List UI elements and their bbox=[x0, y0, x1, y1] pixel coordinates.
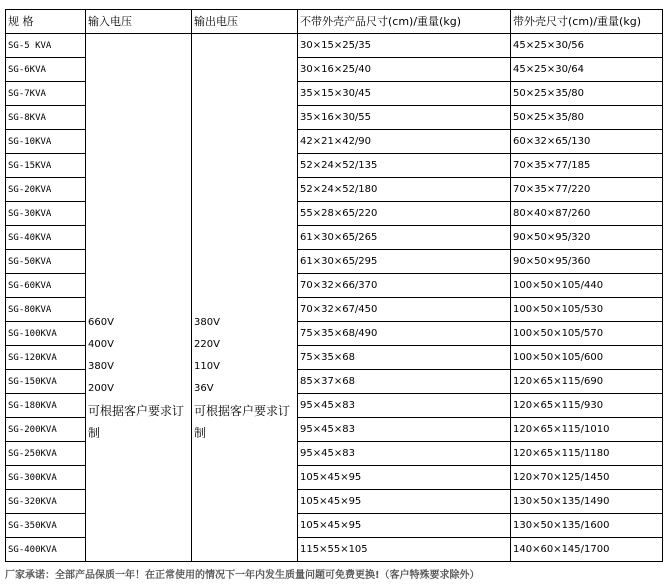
size-with-case-cell: 120×65×115/1010 bbox=[511, 418, 663, 442]
input-voltage-value: 400V bbox=[88, 338, 114, 350]
model-cell: SG-20KVA bbox=[6, 178, 86, 202]
model-cell: SG-120KVA bbox=[6, 346, 86, 370]
model-cell: SG-30KVA bbox=[6, 202, 86, 226]
size-with-case-cell: 120×70×125/1450 bbox=[511, 466, 663, 490]
size-no-case-cell: 75×35×68/490 bbox=[298, 322, 511, 346]
size-with-case-cell: 140×60×145/1700 bbox=[511, 538, 663, 562]
input-voltage-value: 380V bbox=[88, 360, 114, 372]
model-cell: SG-400KVA bbox=[6, 538, 86, 562]
model-cell: SG-350KVA bbox=[6, 514, 86, 538]
size-no-case-cell: 105×45×95 bbox=[298, 490, 511, 514]
output-voltage-value: 36V bbox=[194, 382, 214, 394]
size-with-case-cell: 70×35×77/220 bbox=[511, 178, 663, 202]
size-with-case-cell: 100×50×105/530 bbox=[511, 298, 663, 322]
size-with-case-cell: 90×50×95/320 bbox=[511, 226, 663, 250]
size-no-case-cell: 105×45×95 bbox=[298, 466, 511, 490]
size-with-case-cell: 45×25×30/64 bbox=[511, 58, 663, 82]
input-voltage-value: 660V bbox=[88, 316, 114, 328]
size-no-case-cell: 52×24×52/135 bbox=[298, 154, 511, 178]
size-with-case-cell: 120×65×115/1180 bbox=[511, 442, 663, 466]
size-no-case-cell: 61×30×65/265 bbox=[298, 226, 511, 250]
model-cell: SG-150KVA bbox=[6, 370, 86, 394]
size-no-case-cell: 42×21×42/90 bbox=[298, 130, 511, 154]
size-no-case-cell: 70×32×67/450 bbox=[298, 298, 511, 322]
model-cell: SG-320KVA bbox=[6, 490, 86, 514]
model-cell: SG-10KVA bbox=[6, 130, 86, 154]
input-voltage-cell bbox=[86, 34, 192, 562]
size-with-case-cell: 130×50×135/1600 bbox=[511, 514, 663, 538]
model-cell: SG-40KVA bbox=[6, 226, 86, 250]
size-with-case-cell: 60×32×65/130 bbox=[511, 130, 663, 154]
model-cell: SG-200KVA bbox=[6, 418, 86, 442]
spec-table-body bbox=[6, 34, 663, 562]
model-cell: SG-250KVA bbox=[6, 442, 86, 466]
header-spec: 规 格 bbox=[6, 10, 86, 34]
size-with-case-cell: 100×50×105/600 bbox=[511, 346, 663, 370]
output-voltage-cell bbox=[192, 34, 298, 562]
size-no-case-cell: 55×28×65/220 bbox=[298, 202, 511, 226]
header-size-with-case: 带外壳尺寸(cm)/重量(kg) bbox=[511, 10, 663, 34]
size-with-case-cell: 120×65×115/690 bbox=[511, 370, 663, 394]
size-no-case-cell: 61×30×65/295 bbox=[298, 250, 511, 274]
size-with-case-cell: 100×50×105/440 bbox=[511, 274, 663, 298]
header-input-voltage: 输入电压 bbox=[86, 10, 192, 34]
model-cell: SG-8KVA bbox=[6, 106, 86, 130]
size-no-case-cell: 30×16×25/40 bbox=[298, 58, 511, 82]
size-no-case-cell: 35×16×30/55 bbox=[298, 106, 511, 130]
size-no-case-cell: 30×15×25/35 bbox=[298, 34, 511, 58]
warranty-footer: 厂家承诺：全部产品保质一年！在正常使用的情况下一年内发生质量问题可免费更换!（客户特殊要求除外） bbox=[5, 570, 480, 581]
input-voltage-value: 200V bbox=[88, 382, 114, 394]
size-no-case-cell: 115×55×105 bbox=[298, 538, 511, 562]
size-with-case-cell: 120×65×115/930 bbox=[511, 394, 663, 418]
output-voltage-value: 220V bbox=[194, 338, 220, 350]
size-no-case-cell: 95×45×83 bbox=[298, 394, 511, 418]
input-voltage-note: 可根据客户要求订制 bbox=[88, 403, 185, 440]
model-cell: SG-300KVA bbox=[6, 466, 86, 490]
model-cell: SG-6KVA bbox=[6, 58, 86, 82]
size-no-case-cell: 85×37×68 bbox=[298, 370, 511, 394]
model-cell: SG-7KVA bbox=[6, 82, 86, 106]
size-with-case-cell: 90×50×95/360 bbox=[511, 250, 663, 274]
output-voltage-value: 380V bbox=[194, 316, 220, 328]
model-cell: SG-15KVA bbox=[6, 154, 86, 178]
header-row bbox=[6, 10, 663, 34]
output-voltage-note: 可根据客户要求订制 bbox=[194, 403, 291, 440]
header-size-no-case: 不带外壳产品尺寸(cm)/重量(kg) bbox=[298, 10, 511, 34]
size-with-case-cell: 100×50×105/570 bbox=[511, 322, 663, 346]
size-with-case-cell: 45×25×30/56 bbox=[511, 34, 663, 58]
model-cell: SG-5 KVA bbox=[6, 34, 86, 58]
model-cell: SG-60KVA bbox=[6, 274, 86, 298]
model-cell: SG-80KVA bbox=[6, 298, 86, 322]
header-output-voltage: 输出电压 bbox=[192, 10, 298, 34]
size-with-case-cell: 80×40×87/260 bbox=[511, 202, 663, 226]
model-cell: SG-50KVA bbox=[6, 250, 86, 274]
table-row bbox=[6, 34, 663, 58]
size-no-case-cell: 35×15×30/45 bbox=[298, 82, 511, 106]
size-with-case-cell: 130×50×135/1490 bbox=[511, 490, 663, 514]
size-no-case-cell: 52×24×52/180 bbox=[298, 178, 511, 202]
size-no-case-cell: 75×35×68 bbox=[298, 346, 511, 370]
size-with-case-cell: 50×25×35/80 bbox=[511, 106, 663, 130]
output-voltage-value: 110V bbox=[194, 360, 220, 372]
size-no-case-cell: 95×45×83 bbox=[298, 418, 511, 442]
size-no-case-cell: 70×32×66/370 bbox=[298, 274, 511, 298]
size-with-case-cell: 70×35×77/185 bbox=[511, 154, 663, 178]
model-cell: SG-180KVA bbox=[6, 394, 86, 418]
size-no-case-cell: 105×45×95 bbox=[298, 514, 511, 538]
spec-table bbox=[5, 9, 663, 562]
size-no-case-cell: 95×45×83 bbox=[298, 442, 511, 466]
model-cell: SG-100KVA bbox=[6, 322, 86, 346]
size-with-case-cell: 50×25×35/80 bbox=[511, 82, 663, 106]
